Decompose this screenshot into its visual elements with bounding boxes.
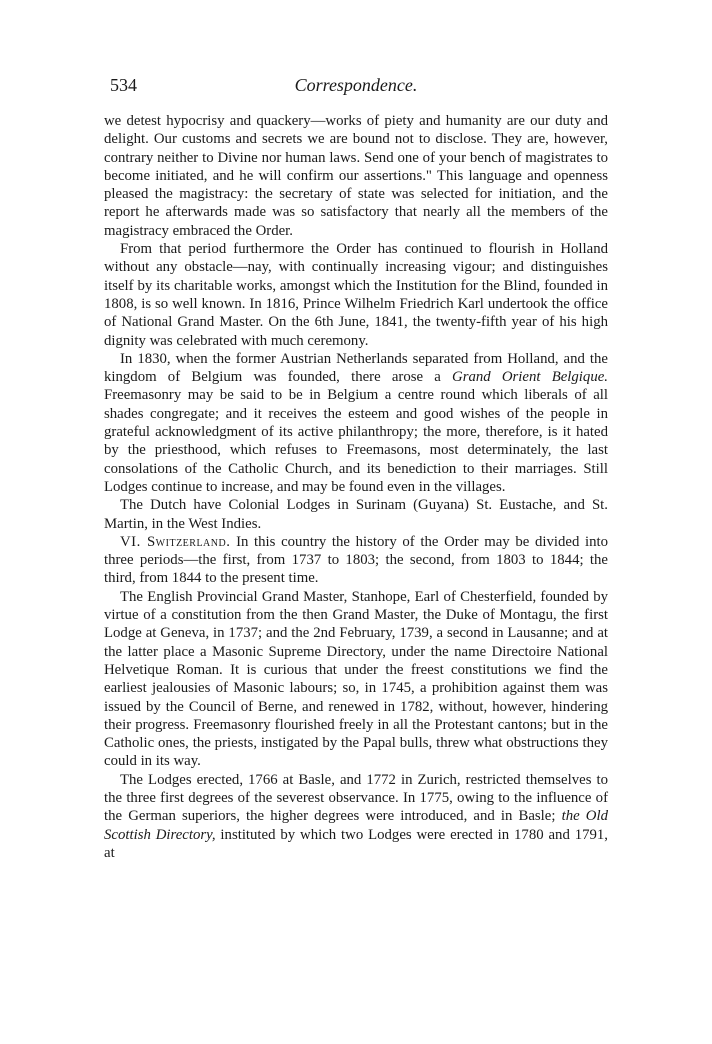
paragraph-belgium [104, 350, 608, 496]
paragraph-belgium-text-b: Freemasonry may be said to be in Belgium a centre round which liberals of all shades congregate; and it receives the esteem and good wishes of the people in grateful acknowledgment of its active philanthropy; the more, therefore, is it hated by the priesthood, which refuses to Freemasons, most determinately, the last consolations of the Catholic Church, and its benediction to their marriages. Still Lodges continue to increase, and may be found even in the villages. [104, 387, 608, 495]
paragraph-holland-order: From that period furthermore the Order has continued to flourish in Holland without any obstacle—nay, with continually increasing vigour; and distinguishes itself by its charitable works, amongst which the Institution for the Blind, founded in 1808, is so well known. In 1816, Prince Wilhelm Friedrich Karl undertook the office of National Grand Master. On the 6th June, 1841, the twenty-fifth year of his high dignity was celebrated with much ceremony. [104, 241, 608, 349]
page-number: 534 [110, 75, 137, 95]
paragraph-belgium-text-a: In 1830, when the former Austrian Netherlands separated from Holland, and the kingdom of Belgium was founded, there arose a [104, 350, 608, 386]
paragraph-continued: we detest hypocrisy and quackery—works of piety and humanity are our duty and delight. Our customs and secrets we are bound not to disclose. They are, however, contrary neither to Divine nor human laws. Send one of your bench of magistrates to become initiated, and he will confirm our assertions." This language and openness pleased the magistracy: the secretary of state was selected for initiation, and the report he afterwards made was so satisfactory that nearly all the members of the magistracy embraced the Order. [104, 113, 608, 239]
running-head [104, 72, 608, 98]
paragraph-basle-text-a: The Lodges erected, 1766 at Basle, and 1772 in Zurich, restricted themselves to the three first degrees of the severest observance. In 1775, owing to the influence of the German superiors, the higher degrees were introduced, and in Basle; [104, 771, 608, 825]
document-page [104, 72, 608, 862]
section-heading-switzerland: VI. Switzerland. [120, 533, 231, 550]
paragraph-basle-text-b: instituted by which two Lodges were erected in 1780 and 1791, at [104, 826, 608, 861]
paragraph-switzerland [104, 533, 608, 588]
paragraph-geneva-lodge: The English Provincial Grand Master, Stanhope, Earl of Chesterfield, founded by virtue of a constitution from the then Grand Master, the Duke of Montagu, the first Lodge at Geneva, in 1737; and the 2nd February, 1739, a second in Lausanne; and at the latter place a Masonic Supreme Directory, under the name Directoire National Helvetique Roman. It is curious that under the freest constitutions we find the earliest jealousies of Masonic labours; so, in 1745, a prohibition against them was issued by the Council of Berne, and renewed in 1782, without, however, hindering their progress. Freemasonry flourished freely in all the Protestant cantons; but in the Catholic ones, the priests, instigated by the Papal bulls, threw what obstructions they could in its way. [104, 588, 608, 770]
paragraph-switzerland-text: In this country the history of the Order may be divided into three periods—the first, from 1737 to 1803; the second, from 1803 to 1844; the third, from 1844 to the present time. [104, 533, 609, 587]
grand-orient-belgique: Grand Orient Belgique. [452, 369, 608, 386]
running-title: Correspondence. [294, 75, 418, 95]
paragraph-colonial-lodges: The Dutch have Colonial Lodges in Surinam (Guyana) St. Eustache, and St. Martin, in the West Indies. [104, 497, 608, 532]
paragraph-basle-zurich [104, 771, 608, 862]
old-scottish-directory: the Old Scottish Directory, [104, 808, 608, 843]
body-text [104, 112, 608, 862]
